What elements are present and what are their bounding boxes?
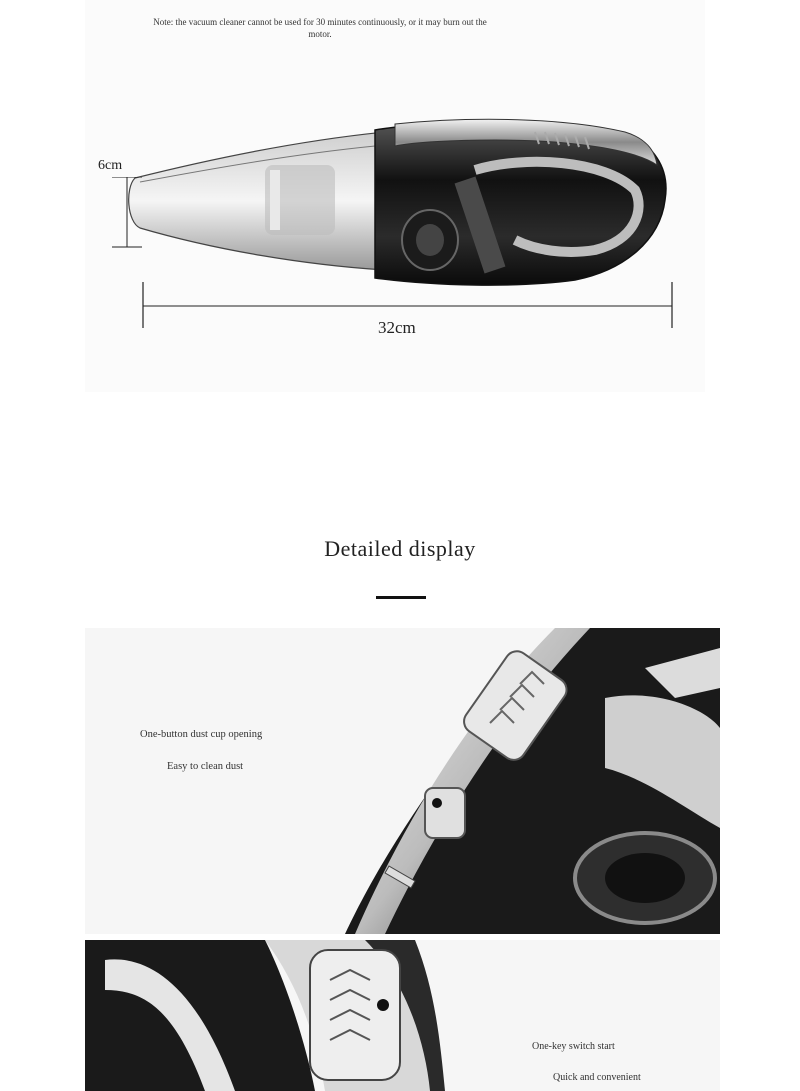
dust-cup-closeup-illustration xyxy=(85,628,720,934)
switch-caption-title: One-key switch start xyxy=(532,1041,615,1052)
switch-caption-sub: Quick and convenient xyxy=(553,1072,641,1083)
section-divider xyxy=(376,596,426,599)
height-dimension-line xyxy=(112,177,142,249)
detail-dust-cup-panel xyxy=(85,628,720,934)
dust-cup-caption-title: One-button dust cup opening xyxy=(140,729,263,740)
dust-cup-caption-sub: Easy to clean dust xyxy=(167,761,244,772)
height-label: 6cm xyxy=(98,158,123,173)
usage-note-line2: motor. xyxy=(308,29,332,39)
height-dimension-graphic xyxy=(112,177,142,249)
usage-note xyxy=(130,16,510,40)
usage-note-line1: Note: the vacuum cleaner cannot be used for 30 minutes continuously, or it may burn out the xyxy=(153,17,487,27)
detail-switch-panel xyxy=(85,940,720,1091)
section-title: Detailed display xyxy=(324,536,476,561)
switch-closeup-illustration xyxy=(85,940,720,1091)
length-label: 32cm xyxy=(378,318,416,337)
